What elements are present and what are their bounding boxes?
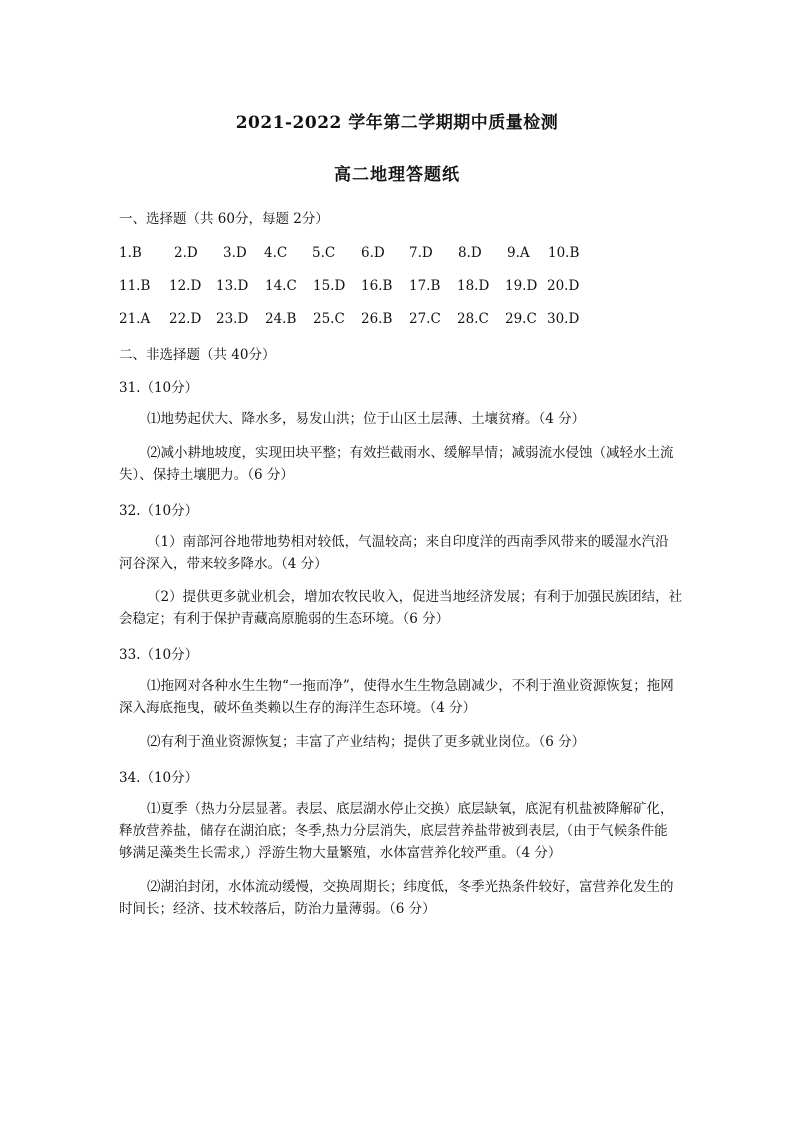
exam-title: 2021-2022 学年第二学期期中质量检测 <box>235 113 559 133</box>
answer-cell: 18.D <box>457 278 490 294</box>
answer-cell: 21.A <box>119 311 151 327</box>
answer-cell: 1.B <box>119 245 142 261</box>
question-31-answer-1: ⑴地势起伏大、降水多，易发山洪；位于山区土层薄、土壤贫瘠。（4 分） <box>147 411 586 427</box>
question-31-answer-2: ⑵减小耕地坡度，实现田块平整；有效拦截雨水、缓解旱情；减弱流水侵蚀（减轻水土流失）、保持土壤肥力。（6 分） <box>119 445 674 483</box>
answer-cell: 25.C <box>313 311 345 327</box>
answer-cell: 30.D <box>547 311 580 327</box>
question-34-answer-2: ⑵湖泊封闭，水体流动缓慢，交换周期长；纬度低，冬季光热条件较好，富营养化发生的时间长；经济、技术较落后，防治力量薄弱。（6 分） <box>119 879 674 917</box>
answer-cell: 28.C <box>457 311 489 327</box>
answer-cell: 9.A <box>507 245 530 261</box>
section2-heading: 二、非选择题（共 40分） <box>119 347 276 363</box>
answer-cell: 10.B <box>548 245 580 261</box>
answer-cell: 17.B <box>409 278 441 294</box>
answer-cell: 23.D <box>216 311 249 327</box>
question-34-answer-1: ⑴夏季（热力分层显著。表层、底层湖水停止交换）底层缺氧，底泥有机盐被降解矿化，释放营养盐，储存在湖泊底；冬季,热力分层消失，底层营养盐带被到表层,（由于气候条件能够满足藻类生长需求,）浮游生物大量繁殖，水体富营养化较严重。（4 分） <box>119 801 674 861</box>
answer-cell: 5.C <box>312 245 336 261</box>
answer-cell: 8.D <box>458 245 482 261</box>
answer-cell: 11.B <box>119 278 151 294</box>
answer-cell: 20.D <box>547 278 580 294</box>
answer-cell: 4.C <box>264 245 288 261</box>
question-32-heading: 32.（10分） <box>119 503 199 519</box>
section1-heading: 一、选择题（共 60分，每题 2分） <box>119 211 329 227</box>
answer-cell: 12.D <box>169 278 202 294</box>
question-33-answer-1: ⑴拖网对各种水生生物“一拖而净”，使得水生生物急剧减少，不利于渔业资源恢复；拖网深入海底拖曳，破坏鱼类赖以生存的海洋生态环境。（4 分） <box>119 678 674 716</box>
answer-cell: 14.C <box>265 278 297 294</box>
answer-cell: 26.B <box>361 311 393 327</box>
question-34-heading: 34.（10分） <box>119 770 199 786</box>
answer-cell: 2.D <box>174 245 198 261</box>
answer-cell: 29.C <box>505 311 537 327</box>
question-33-heading: 33.（10分） <box>119 647 199 663</box>
question-32-answer-1: （1）南部河谷地带地势相对较低，气温较高；来自印度洋的西南季风带来的暖湿水汽沿河谷深入，带来较多降水。（4 分） <box>119 534 669 572</box>
question-31-heading: 31.（10分） <box>119 380 199 396</box>
answer-cell: 24.B <box>265 311 297 327</box>
answer-cell: 27.C <box>409 311 441 327</box>
answer-cell: 7.D <box>409 245 433 261</box>
answer-cell: 13.D <box>216 278 249 294</box>
answer-cell: 3.D <box>223 245 247 261</box>
answer-cell: 19.D <box>505 278 538 294</box>
question-32-answer-2: （2）提供更多就业机会，增加农牧民收入，促进当地经济发展；有利于加强民族团结，社会稳定；有利于保护青藏高原脆弱的生态环境。（6 分） <box>119 589 683 627</box>
question-33-answer-2: ⑵有利于渔业资源恢复；丰富了产业结构；提供了更多就业岗位。（6 分） <box>147 734 586 750</box>
answer-cell: 15.D <box>313 278 346 294</box>
answer-cell: 6.D <box>361 245 385 261</box>
answer-sheet-title: 高二地理答题纸 <box>334 165 460 185</box>
answer-cell: 16.B <box>361 278 393 294</box>
answer-cell: 22.D <box>169 311 202 327</box>
